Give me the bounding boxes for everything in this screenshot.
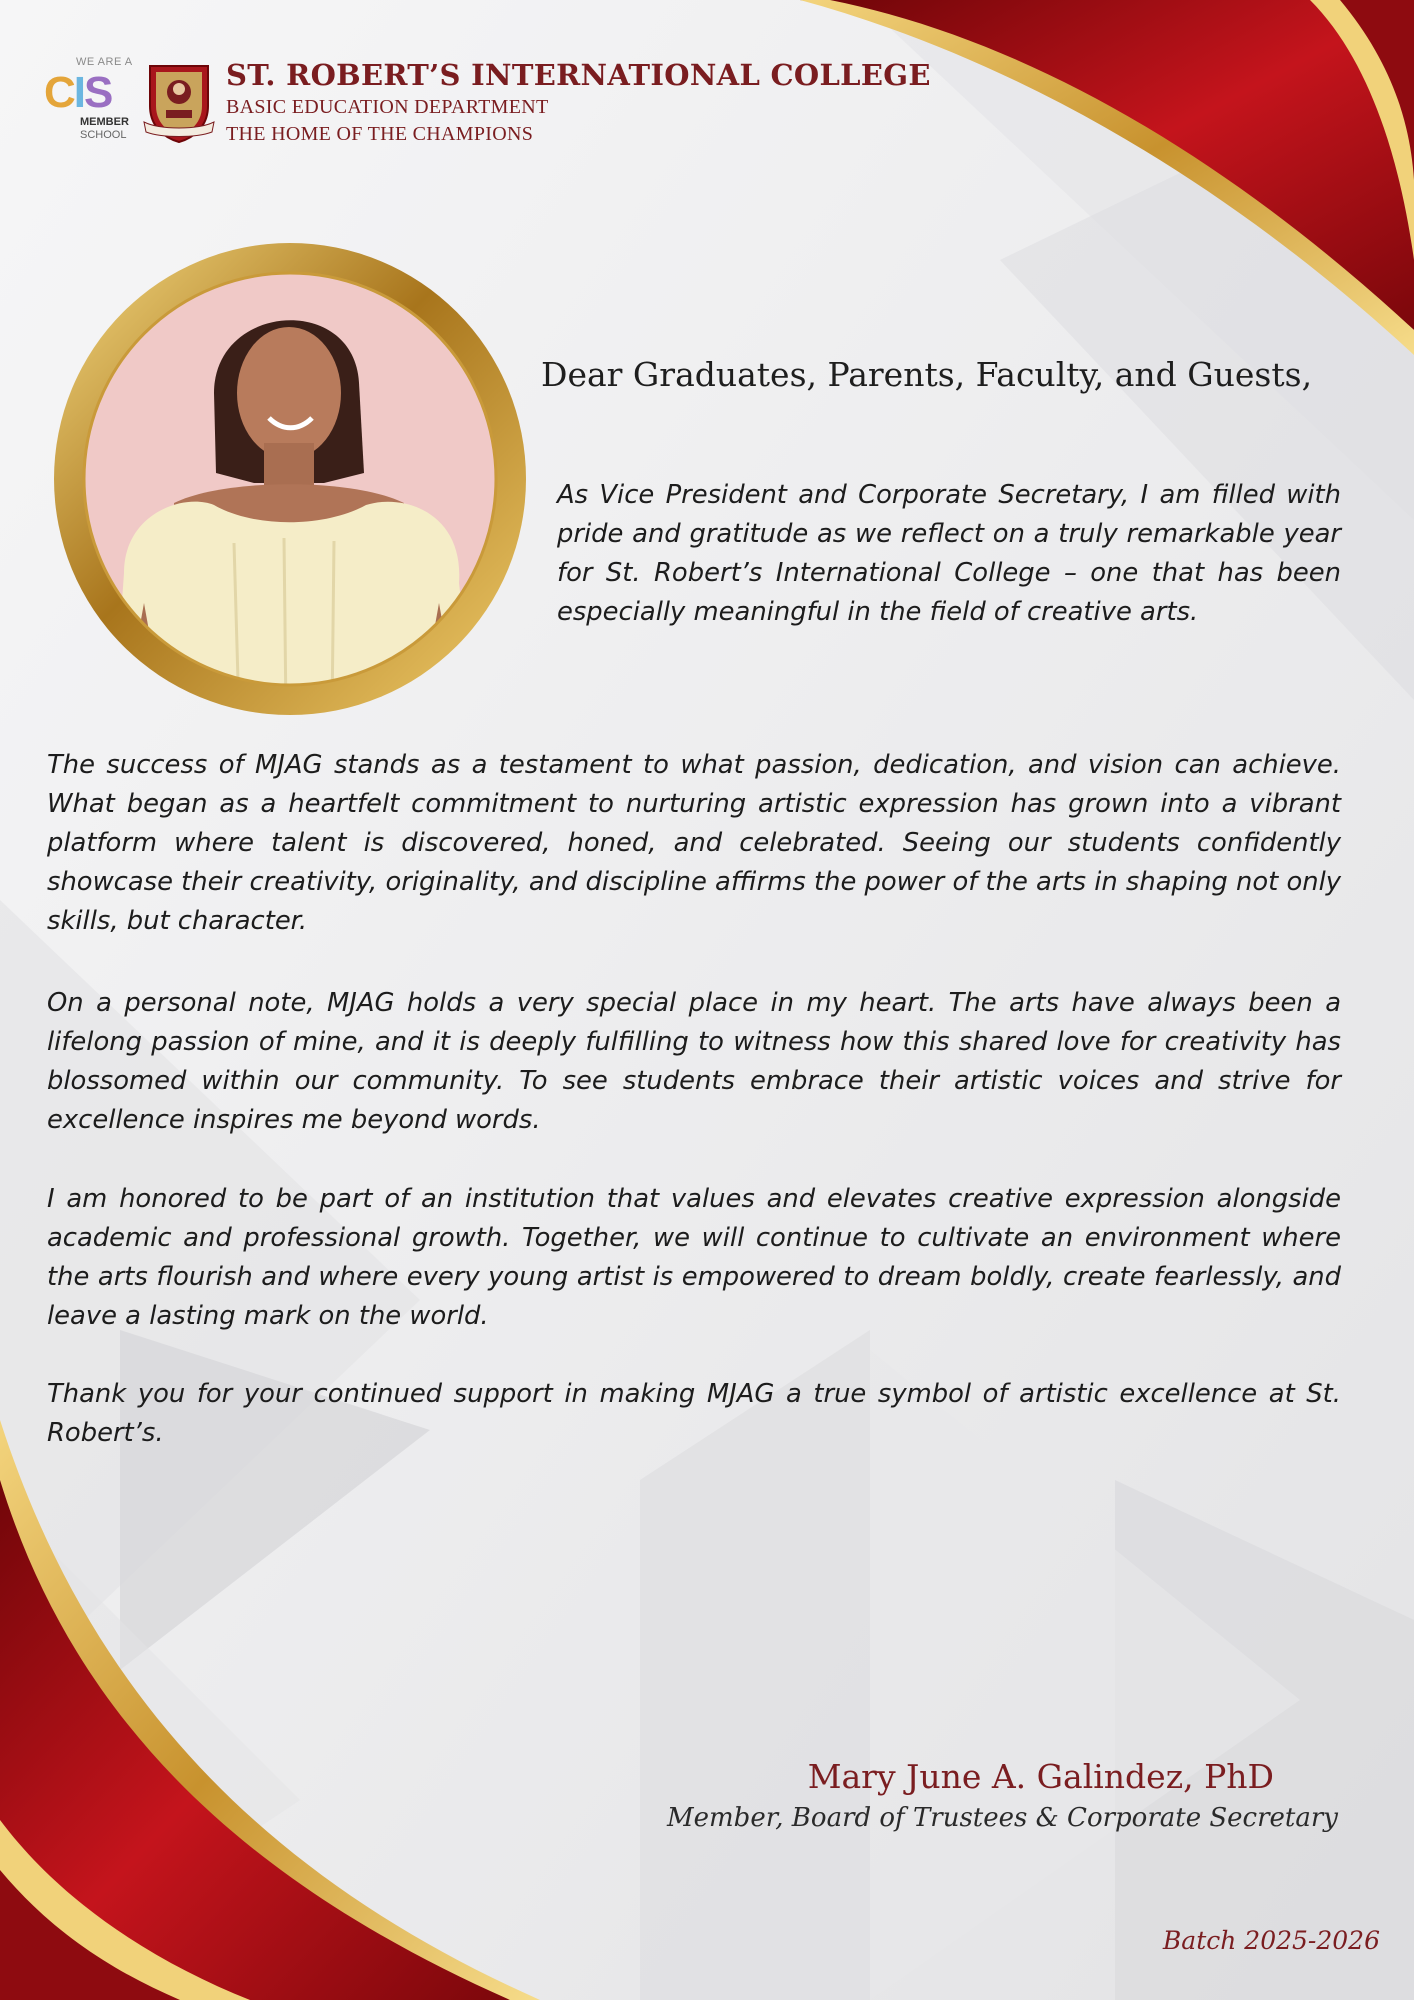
school-motto: THE HOME OF THE CHAMPIONS — [226, 123, 534, 145]
signatory-name: Mary June A. Galindez, PhD — [807, 1757, 1274, 1796]
letter-paragraph: Thank you for your continued support in making MJAG a true symbol of artistic excellence at St. Robert’s. — [47, 1379, 1341, 1448]
cis-logo-tagline: WE ARE A — [76, 56, 133, 68]
signatory-title: Member, Board of Trustees & Corporate Secretary — [667, 1803, 1338, 1833]
school-crest-icon — [142, 60, 216, 144]
letter-intro: As Vice President and Corporate Secretary, I am filled with pride and gratitude as we reflect on a truly remarkable year for St. Robert’s International College – one that has been especially meaningful in the field of creative arts. — [557, 480, 1341, 627]
letter-paragraph: On a personal note, MJAG holds a very special place in my heart. The arts have always been a lifelong passion of mine, and it is deeply fulfilling to witness how this shared love for creativity has blossomed within our community. To see students embrace their artistic voices and strive for excellence inspires me beyond words. — [47, 988, 1341, 1135]
cis-member-logo — [42, 52, 132, 144]
letter-paragraph: I am honored to be part of an institution that values and elevates creative expression alongside academic and professional growth. Together, we will continue to cultivate an environment where the arts flourish and where every young artist is empowered to dream boldly, create fearlessly, and leave a lasting mark on the world. — [47, 1184, 1341, 1331]
batch-label: Batch 2025-2026 — [1162, 1926, 1380, 1955]
cis-logo-letters: CIS — [44, 68, 112, 117]
portrait-photo — [54, 243, 526, 715]
letter-greeting: Dear Graduates, Parents, Faculty, and Guests, — [541, 355, 1313, 394]
cis-logo-school: SCHOOL — [80, 129, 127, 141]
letter-paragraph: The success of MJAG stands as a testament to what passion, dedication, and vision can achieve. What began as a heartfelt commitment to nurturing artistic expression has grown into a vibrant platform where talent is discovered, honed, and celebrated. Seeing our students confidently showcase their creativity, originality, and discipline affirms the power of the arts in shaping not only skills, but character. — [47, 750, 1342, 936]
department-name: BASIC EDUCATION DEPARTMENT — [226, 96, 549, 118]
school-name: ST. ROBERT’S INTERNATIONAL COLLEGE — [226, 58, 931, 92]
cis-logo-member: MEMBER — [80, 116, 129, 128]
